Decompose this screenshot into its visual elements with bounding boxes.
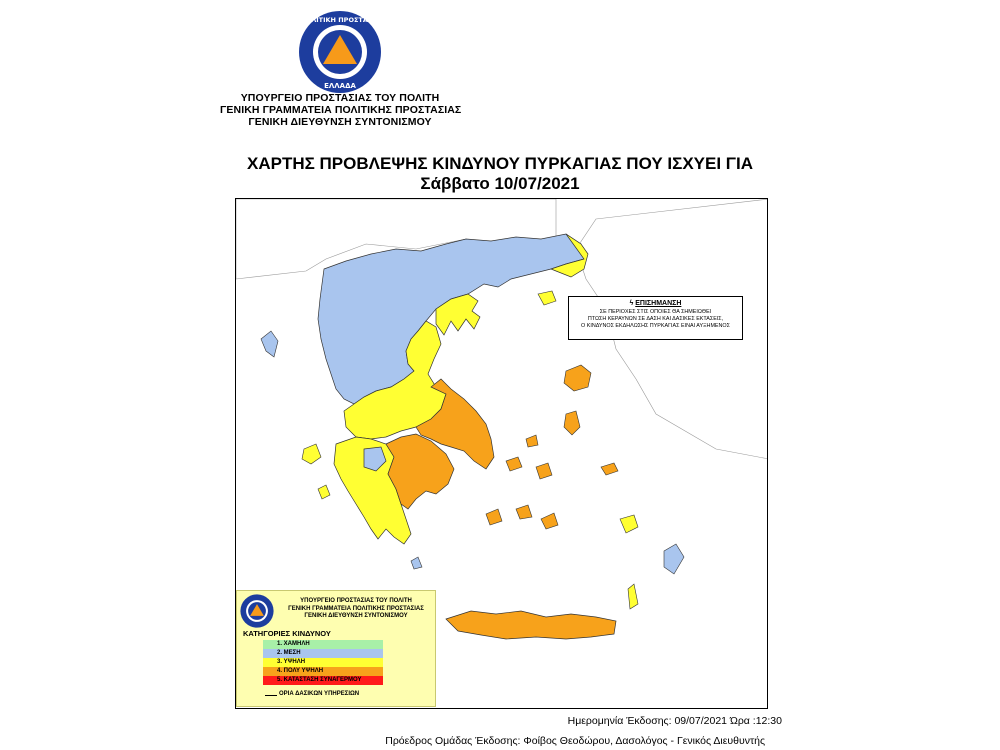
lightning-icon: ϟ: [629, 300, 634, 307]
legend-categories-title: ΚΑΤΗΓΟΡΙΕΣ ΚΙΝΔΥΝΟΥ: [243, 629, 331, 638]
ministry-line-1: ΥΠΟΥΡΓΕΙΟ ΠΡΟΣΤΑΣΙΑΣ ΤΟΥ ΠΟΛΙΤΗ: [240, 92, 440, 104]
cyclades-3: [516, 505, 532, 519]
issue-date: Ημερομηνία Έκδοσης: 09/07/2021: [567, 715, 728, 727]
notice-line-1: ΣΕ ΠΕΡΙΟΧΕΣ ΣΤΙΣ ΟΠΟΙΕΣ ΘΑ ΣΗΜΕΙΩΘΕΙ: [599, 309, 712, 315]
lemnos-island: [538, 291, 556, 305]
legend-rows: [263, 640, 383, 685]
logo-text-bottom: ΕΛΛΑΔΑ: [324, 82, 356, 90]
lesvos-island: [564, 365, 591, 391]
issue-chair: Πρόεδρος Ομάδας Έκδοσης: Φοίβος Θεοδώρου, Δασολόγος - Γενικός Διευθυντής: [385, 735, 765, 747]
legend-row: [263, 658, 383, 667]
legend-label: 1. ΧΑΜΗΛΗ: [277, 640, 310, 647]
map-date: Σάββατο 10/07/2021: [420, 174, 580, 193]
boundary-label: ΟΡΙΑ ΔΑΣΙΚΩΝ ΥΠΗΡΕΣΙΩΝ: [279, 691, 360, 697]
issue-time: Ώρα :12:30: [729, 715, 782, 727]
legend-label: 4. ΠΟΛΥ ΥΨΗΛΗ: [277, 667, 324, 674]
map-legend: [236, 590, 436, 707]
boundary-line-symbol: [265, 695, 277, 696]
legend-ministry-line-2: ΓΕΝΙΚΗ ΓΡΑΜΜΑΤΕΙΑ ΠΟΛΙΤΙΚΗΣ ΠΡΟΣΤΑΣΙΑΣ: [288, 605, 424, 612]
legend-row: [263, 667, 383, 676]
samos-island: [601, 463, 618, 475]
ministry-line-2: ΓΕΝΙΚΗ ΓΡΑΜΜΑΤΕΙΑ ΠΟΛΙΤΙΚΗΣ ΠΡΟΣΤΑΣΙΑΣ: [220, 104, 462, 116]
rhodes-island: [664, 544, 684, 574]
issue-info: [568, 715, 782, 727]
lightning-notice: [568, 296, 743, 340]
cyclades-2: [536, 463, 552, 479]
legend-label: 3. ΥΨΗΛΗ: [277, 658, 306, 665]
notice-heading-text: ΕΠΙΣΗΜΑΝΣΗ: [635, 300, 682, 307]
cyclades-5: [486, 509, 502, 525]
legend-label: 2. ΜΕΣΗ: [277, 649, 301, 656]
corfu-island: [261, 331, 278, 357]
legend-row: [263, 640, 383, 649]
map-title: ΧΑΡΤΗΣ ΠΡΟΒΛΕΨΗΣ ΚΙΝΔΥΝΟΥ ΠΥΡΚΑΓΙΑΣ ΠΟΥ ΙΣΧΥΕΙ ΓΙΑ: [246, 154, 753, 173]
cyclades-1: [506, 457, 522, 471]
ministry-line-3: ΓΕΝΙΚΗ ΔΙΕΥΘΥΝΣΗ ΣΥΝΤΟΝΙΣΜΟΥ: [248, 116, 432, 128]
notice-line-3: Ο ΚΙΝΔΥΝΟΣ ΕΚΔΗΛΩΣΗΣ ΠΥΡΚΑΓΙΑΣ ΕΙΝΑΙ ΑΥΞΗΜΕΝΟΣ: [581, 323, 730, 329]
legend-ministry-line-3: ΓΕΝΙΚΗ ΔΙΕΥΘΥΝΣΗ ΣΥΝΤΟΝΙΣΜΟΥ: [304, 613, 408, 619]
dodecanese-yellow: [620, 515, 638, 533]
cyclades-4: [541, 513, 558, 529]
karpathos-island: [628, 584, 638, 609]
civil-protection-logo-icon: [298, 10, 382, 94]
notice-line-2: ΠΤΩΣΗ ΚΕΡΑΥΝΩΝ ΣΕ ΔΑΣΗ ΚΑΙ ΔΑΣΙΚΕΣ ΕΚΤΑΣΕΙΣ,: [587, 316, 724, 322]
legend-row: [263, 649, 383, 658]
chios-island: [564, 411, 580, 435]
notice-body: [569, 309, 742, 330]
crete-island: [446, 611, 616, 639]
legend-logo-icon: [240, 594, 274, 628]
legend-label: 5. ΚΑΤΑΣΤΑΣΗ ΣΥΝΑΓΕΡΜΟΥ: [277, 676, 362, 683]
ministry-header: [220, 92, 460, 128]
legend-ministry: [277, 598, 435, 621]
legend-row: [263, 676, 383, 685]
logo-text-top: ΠΟΛΙΤΙΚΗ ΠΡΟΣΤΑΣΙΑ: [300, 16, 380, 24]
zakynthos-island: [318, 485, 330, 499]
kefalonia-island: [302, 444, 321, 464]
legend-ministry-line-1: ΥΠΟΥΡΓΕΙΟ ΠΡΟΣΤΑΣΙΑΣ ΤΟΥ ΠΟΛΙΤΗ: [300, 598, 412, 604]
kythira-island: [411, 557, 422, 569]
notice-heading: [569, 300, 742, 307]
skyros-island: [526, 435, 538, 447]
